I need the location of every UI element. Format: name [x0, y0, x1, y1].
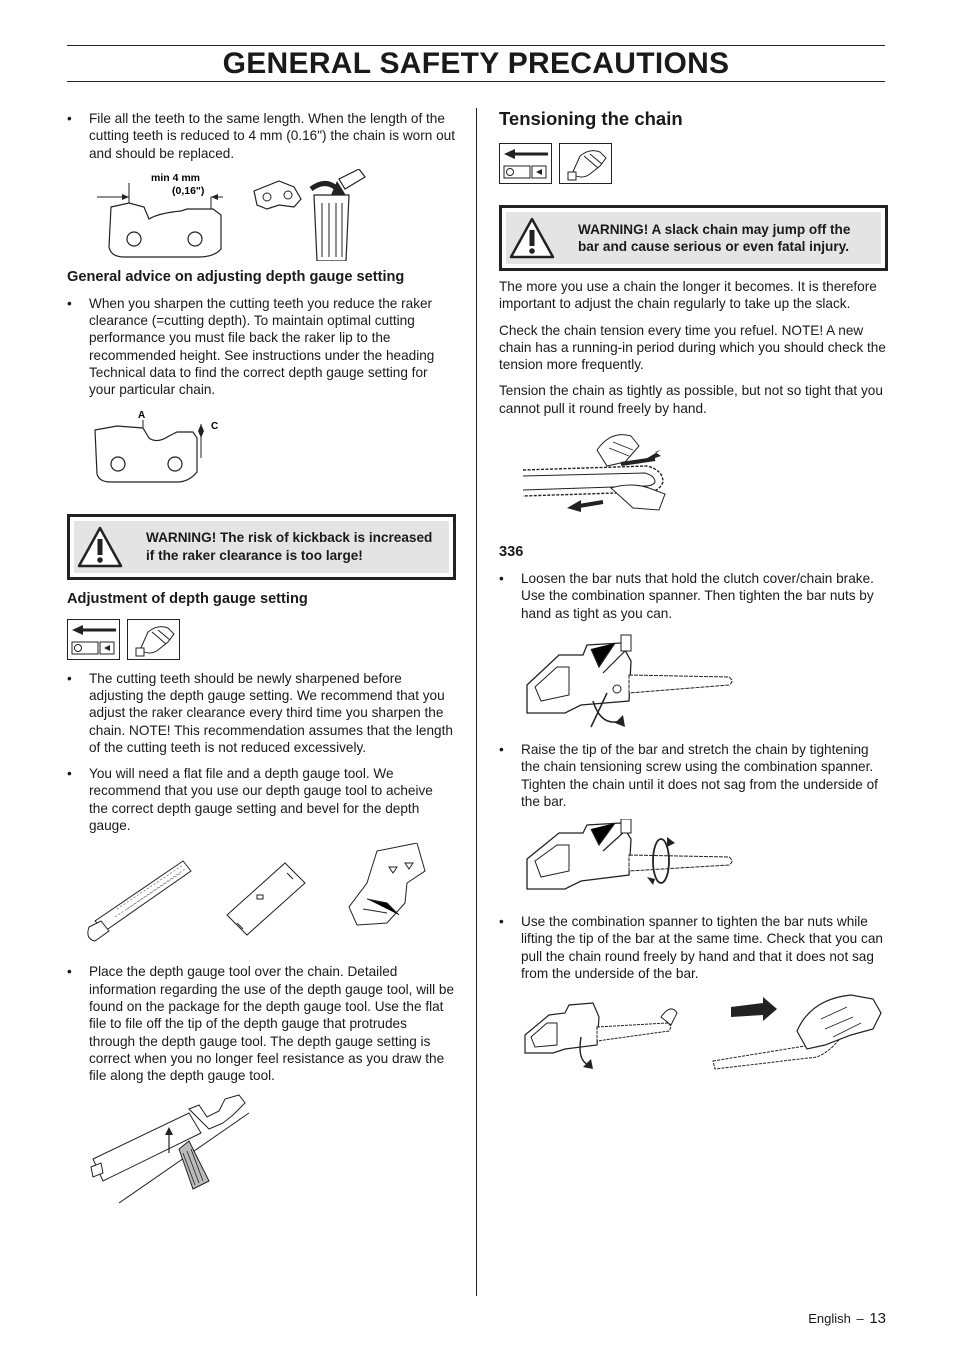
bullet-place-tool: • Place the depth gauge tool over the chain. Detailed information regarding the use of the depth gauge tool, will be found on the package for the depth gauge tool. Use the flat file to file off the tip of the depth gauge that protrudes through the depth gauge tool. The depth gauge setting is correct when you no longer feel resistance as you draw the file along the depth gauge tool. [67, 963, 455, 1084]
chainsaw-tighten-illustration [525, 1003, 677, 1069]
column-divider [476, 108, 477, 1296]
warning-kickback [67, 514, 456, 580]
flat-file-illustration [88, 861, 191, 941]
file-and-depth-gauge-tools-figure [87, 843, 447, 953]
para-chain-longer: The more you use a chain the longer it becomes. It is therefore important to adjust the chain regularly to take up the slack. [499, 279, 877, 312]
pull-chain-by-hand-figure [521, 426, 691, 531]
stop-engine-icon [67, 619, 120, 660]
bullet-combination-spanner: • Use the combination spanner to tighten the bar nuts while lifting the tip of the bar at the same time. Check that you can pull the chain round freely by hand and that it does not sag from the underside of the bar. [499, 913, 887, 982]
page-title: GENERAL SAFETY PRECAUTIONS [67, 45, 885, 82]
heading-general-advice: General advice on adjusting depth gauge setting [67, 268, 405, 285]
bullet-file-teeth: • File all the teeth to the same length. When the length of the cutting teeth is reduced to 4 mm (0.16") the chain is worn out and should be replaced. [67, 110, 455, 162]
tension-screw-figure [521, 819, 741, 899]
protective-glove-icon-2 [559, 143, 612, 184]
depth-gauge-tool-illustration [349, 843, 425, 925]
fig2-label-a: A [138, 409, 146, 421]
adjustment-icons [67, 619, 455, 661]
heading-tensioning: Tensioning the chain [499, 108, 683, 129]
para-tension-tightly: Tension the chain as tightly as possible, but not so tight that you cannot pull it round freely by hand. [499, 383, 883, 416]
warning-triangle-icon-2 [506, 216, 558, 260]
fig2-label-c: C [211, 420, 219, 432]
page-number: 13 [869, 1310, 886, 1327]
footer-dash: – [856, 1311, 864, 1326]
tensioning-icons [499, 143, 887, 185]
right-column [499, 108, 887, 1077]
page-footer [808, 1310, 886, 1327]
raker-clearance-figure [89, 408, 259, 490]
depth-gauge-plate-illustration [227, 863, 305, 935]
pull-chain-hand-illustration [713, 995, 881, 1069]
loosen-bar-nuts-figure [521, 631, 741, 731]
warning-kickback-text: WARNING! The risk of kickback is increased if the raker clearance is too large! [146, 530, 433, 563]
filing-depth-gauge-figure [89, 1093, 289, 1205]
cutting-tooth-figure [89, 169, 389, 261]
warning-triangle-icon [74, 525, 126, 569]
left-column [67, 110, 455, 1205]
protective-glove-icon [127, 619, 180, 660]
footer-language: English [808, 1311, 851, 1326]
warning-slack-text: WARNING! A slack chain may jump off the bar and cause serious or even fatal injury. [578, 221, 851, 254]
bullet-flat-file: • You will need a flat file and a depth gauge tool. We recommend that you use our depth gauge tool to acheive the correct depth gauge setting and bevel for the depth gauge. [67, 765, 455, 834]
heading-adjustment: Adjustment of depth gauge setting [67, 590, 308, 607]
tighten-and-pull-chain-figure [521, 991, 891, 1077]
bullet-sharpen: • When you sharpen the cutting teeth you reduce the raker clearance (=cutting depth). To maintain optimal cutting performance you must file back the raker lip to the recommended height. See instructions under the heading Technical data to find the correct depth gauge setting for your particular chain. [67, 295, 455, 399]
bullet-raise-tip: • Raise the tip of the bar and stretch the chain by tightening the chain tensioning screw using the combination spanner. Tighten the chain until it does not sag from the underside of the bar. [499, 741, 887, 810]
fig1-label-in: (0,16") [172, 184, 205, 197]
stop-engine-icon-2 [499, 143, 552, 184]
bullet-newly-sharpened: • The cutting teeth should be newly sharpened before adjusting the depth gauge setting. We recommend that you adjust the raker clearance every third time you sharpen the chain. NOTE! This recommendation assumes that the length of the cutting teeth is not reduced excessively. [67, 670, 455, 756]
model-label: 336 [499, 544, 524, 561]
fig1-label-mm: min 4 mm [151, 171, 201, 184]
bullet-loosen-nuts: • Loosen the bar nuts that hold the clutch cover/chain brake. Use the combination spanner. Then tighten the bar nuts by hand as tight as you can. [499, 570, 887, 622]
para-check-tension: Check the chain tension every time you refuel. NOTE! A new chain has a running-in period during which you should check the tension more frequently. [499, 322, 886, 373]
warning-slack-chain [499, 205, 888, 271]
